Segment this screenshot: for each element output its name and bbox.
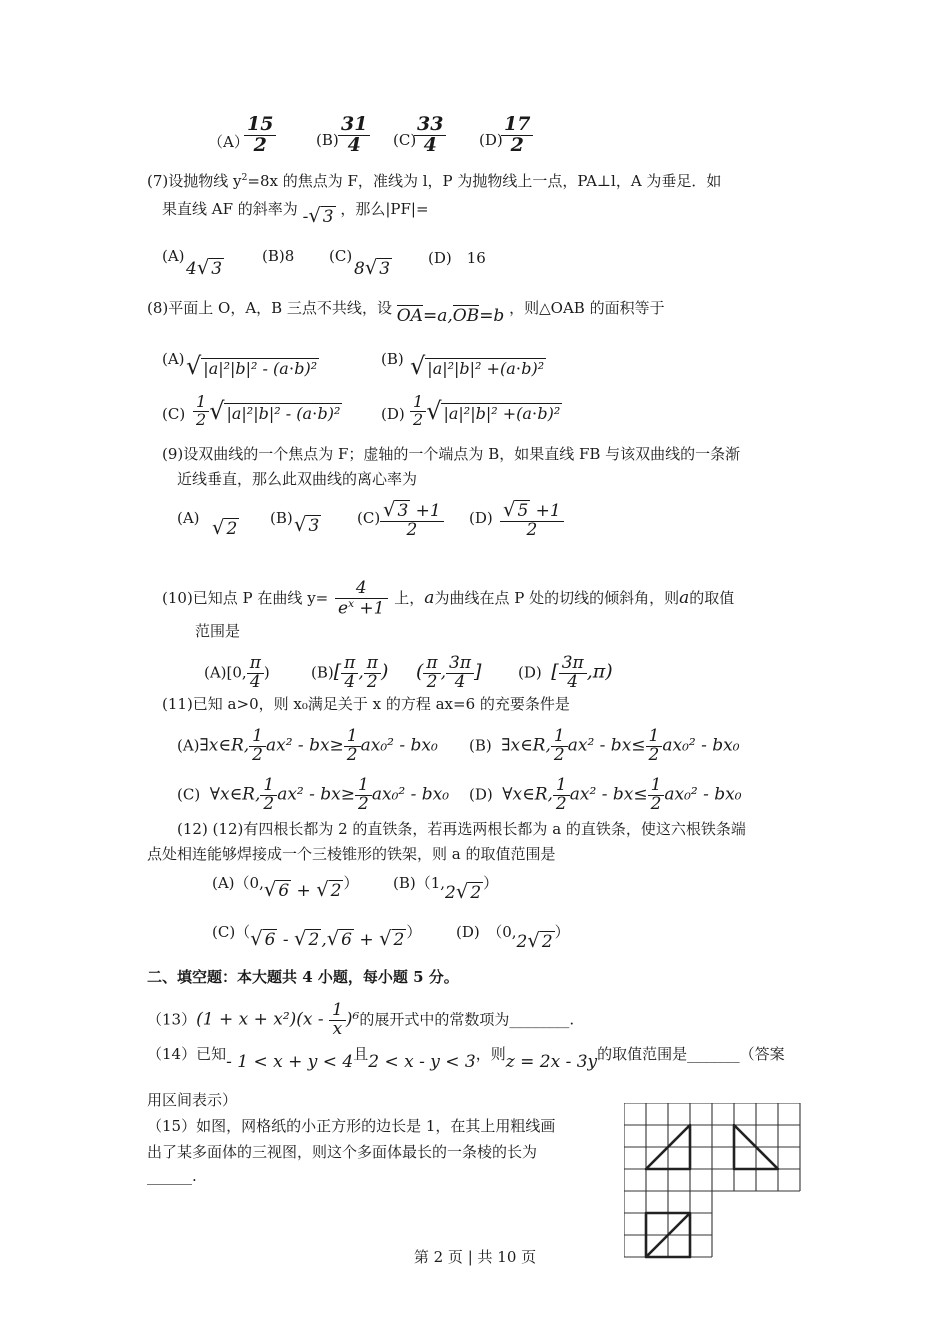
q8-option-c-label: (C) [162, 405, 186, 423]
q9-option-a-value: √ 2 [212, 516, 238, 539]
q8-option-b-value: √ |a|²|b|² +(a⋅b)² [410, 352, 545, 380]
section-heading-fill-in: 二、填空题：本大题共 4 小题，每小题 5 分。 [147, 968, 459, 986]
q8-stem: (8)平面上 O，A，B 三点不共线，设 OA=a,OB=b ，则△OAB 的面积等于 [147, 299, 665, 326]
q8-option-c-value: $\frac{1}{2}$ √ |a|²|b|² - (a⋅b)² [193, 394, 342, 429]
q7-option-b: (B)8 [262, 247, 295, 265]
q15-stem-line3: ______. [147, 1167, 197, 1185]
q12-option-b: (B)（1,2√ 2 ） [393, 874, 499, 903]
q15-stem-line1: （15）如图，网格纸的小正方形的边长是 1，在其上用粗线画 [147, 1117, 556, 1135]
q7-option-d: (D) 16 [428, 249, 486, 267]
q9-stem-line1: (9)设双曲线的一个焦点为 F；虚轴的一个端点为 B，如果直线 FB 与该双曲线的一条渐 [162, 445, 741, 463]
q10-option-a: (A)[0, $\frac{\pi}{4}$ ) [204, 653, 270, 692]
q10-option-c: ( $\frac{\pi}{2}$ , $\frac{3\pi}{4}$ ] [416, 653, 482, 692]
q8-option-d-label: (D) [381, 405, 405, 423]
q14-stem: （14）已知- 1 < x + y < 4且2 < x - y < 3，则z = 2x - 3y的取值范围是_______（答案 [147, 1045, 785, 1072]
q8-option-a-value: √ |a|²|b|² - (a⋅b)² [186, 352, 318, 380]
q6-option-a-label: （A） [208, 133, 249, 151]
grid-lines [624, 1103, 800, 1257]
q11-stem: (11)已知 a>0，则 x₀满足关于 x 的方程 ax=6 的充要条件是 [162, 695, 570, 713]
q12-stem-line1: (12) (12)有四根长都为 2 的直铁条，若再选两根长都为 a 的直铁条，使这六根铁条端 [177, 820, 746, 838]
q12-option-d: (D) （0,2√ 2 ） [456, 923, 570, 952]
q7-stem-line2: 果直线 AF 的斜率为 -√ 3 ，那么|PF|= [162, 200, 429, 227]
q10-stem-line2: 范围是 [195, 622, 241, 640]
q8-option-a-label: (A) [162, 350, 185, 368]
q6-option-d-value: $\frac{17}{2}$ [501, 115, 533, 156]
q10-curve-fraction: $\frac{4}{e^x +1}$ [335, 580, 387, 618]
q7-option-a: (A) [162, 247, 185, 265]
q10-option-d: (D) [ $\frac{3\pi}{4}$ ,π) [518, 653, 613, 692]
q8-option-d-value: $\frac{1}{2}$ √ |a|²|b|² +(a⋅b)² [410, 394, 562, 429]
q12-option-a: (A)（0,√ 6 + √ 2 ） [212, 874, 359, 901]
q9-option-d-value: $\frac{√ 5 +1}{2}$ [500, 500, 564, 540]
q6-option-b-label: (B) [316, 131, 339, 149]
q8-vectors: OA=a,OB=b [396, 306, 505, 326]
q8-option-b-label: (B) [381, 350, 404, 368]
q7-option-c: (C) [329, 247, 353, 265]
q9-option-c-value: $\frac{√ 3 +1}{2}$ [380, 500, 444, 540]
q12-option-c: (C)（√ 6 - √ 2 ,√ 6 + √ 2 ） [212, 923, 422, 950]
q6-option-b-value: $\frac{31}{4}$ [338, 115, 370, 156]
q7-stem-line1: (7)设抛物线 $y^2=8x$ 的焦点为 F，准线为 l，P 为抛物线上一点，PA⊥l，A 为垂足．如 [147, 172, 722, 190]
q13-stem: （13）(1 + x + x²)(x - $\frac{1}{x}$ )⁶的展开式中的常数项为________. [147, 1000, 575, 1039]
q9-option-d-label: (D) [469, 509, 493, 527]
q15-stem-line2: 出了某多面体的三视图，则这个多面体最长的一条棱的长为 [147, 1143, 538, 1161]
page-footer: 第 2 页 | 共 10 页 [413, 1248, 537, 1266]
q6-option-d-label: (D) [479, 131, 503, 149]
q11-option-b: (B) ∃x∈R, $\frac{1}{2}$ ax² - bx≤ $\frac{1}{2}$ ax₀² - bx₀ [469, 726, 740, 765]
q9-option-c-label: (C) [357, 509, 381, 527]
q14-stem-line2: 用区间表示） [147, 1091, 238, 1109]
q9-option-b-label: (B) [270, 509, 293, 527]
q6-option-c-label: (C) [393, 131, 417, 149]
q11-option-c: (C) ∀x∈R, $\frac{1}{2}$ ax² - bx≥ $\frac{1}{2}$ ax₀² - bx₀ [177, 775, 450, 814]
q10-option-b: (B)[ $\frac{\pi}{4}$ , $\frac{\pi}{2}$ ) [311, 653, 389, 692]
q9-option-b-value: √ 3 [294, 513, 320, 536]
q12-stem-line2: 点处相连能够焊接成一个三棱锥形的铁架，则 a 的取值范围是 [147, 845, 556, 863]
q11-option-a: (A)∃x∈R, $\frac{1}{2}$ ax² - bx≥ $\frac{1}{2}$ ax₀² - bx₀ [177, 726, 438, 765]
q7-option-c-value: 8√ 3 [354, 256, 391, 279]
q6-option-c-value: $\frac{33}{4}$ [414, 115, 446, 156]
q9-option-a-label: (A) [177, 509, 200, 527]
q10-stem-line1: (10)已知点 P 在曲线 y= $\frac{4}{e^x +1}$ 上，a为曲线在点 P 处的切线的倾斜角，则a的取值 [162, 578, 735, 619]
q7-option-a-value: 4√ 3 [186, 256, 223, 279]
q9-stem-line2: 近线垂直，那么此双曲线的离心率为 [177, 470, 418, 488]
q6-option-a-value: $\frac{15}{2}$ [244, 115, 276, 156]
q11-option-d: (D) ∀x∈R, $\frac{1}{2}$ ax² - bx≤ $\frac{1}{2}$ ax₀² - bx₀ [469, 775, 742, 814]
